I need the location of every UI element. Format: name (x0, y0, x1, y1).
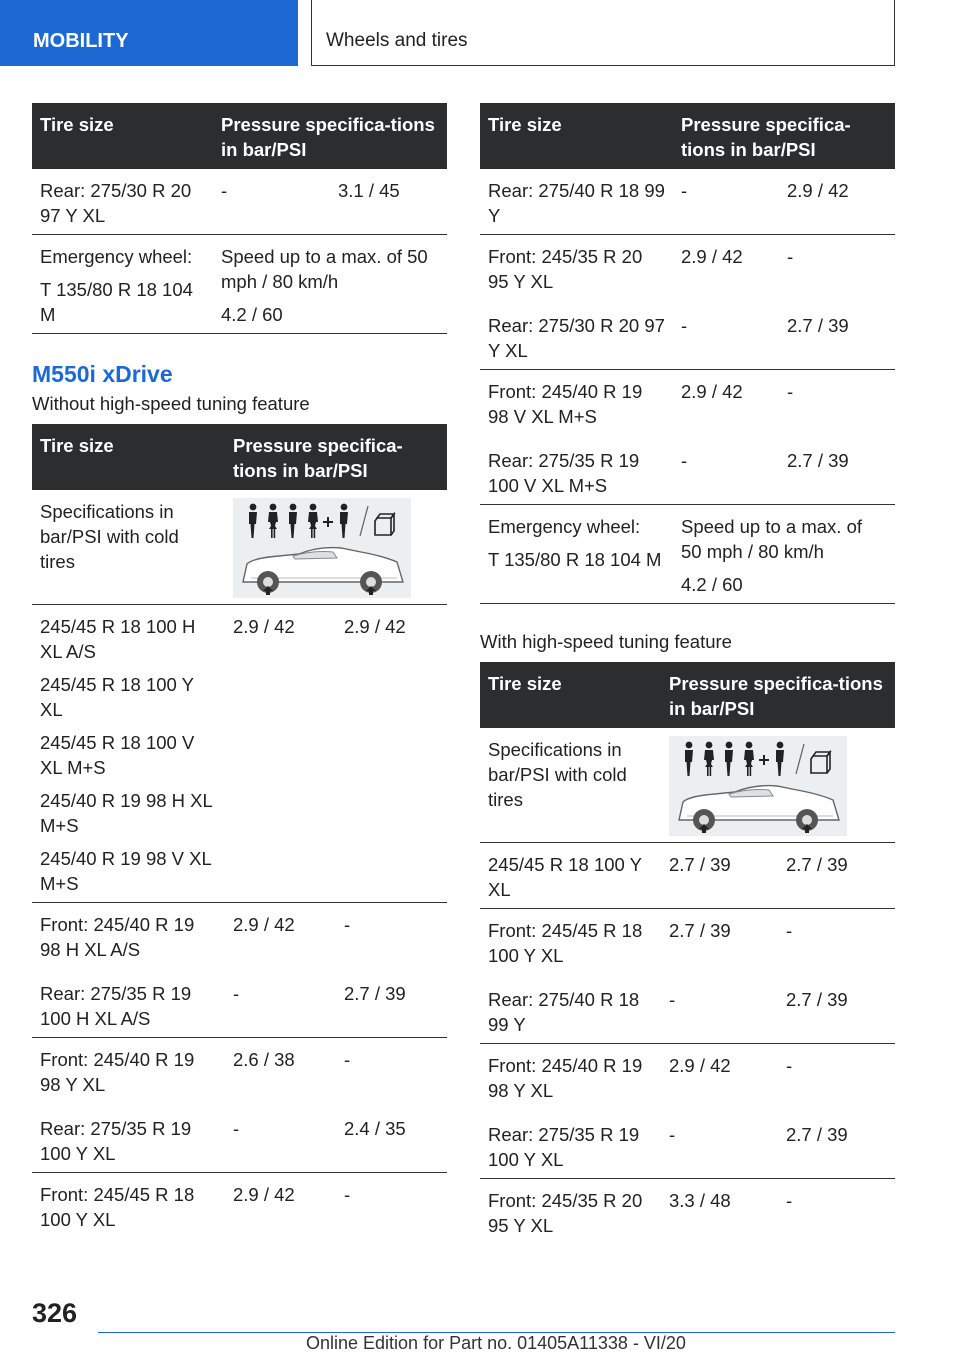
page-number: 326 (32, 1298, 78, 1328)
pressure-b: 2.9 / 42 (779, 169, 895, 235)
pressure-b: - (344, 1184, 351, 1205)
tire-size-cell: Rear: 275/35 R 19 100 Y XL (480, 1107, 661, 1179)
pressure-a: 2.9 / 42 (233, 1184, 295, 1205)
pressure-b: 3.1 / 45 (330, 169, 447, 235)
tire-size-cell: Front: 245/40 R 19 98 H XL A/S (40, 914, 195, 960)
table-header (480, 103, 895, 169)
table-row (480, 169, 895, 235)
tire-size: 245/40 R 19 98 V XL M+S (40, 848, 212, 894)
table-row (32, 966, 447, 1038)
emergency-size-cell (480, 505, 673, 604)
table-row (480, 909, 895, 973)
table-row (480, 1179, 895, 1245)
tire-size-cell: Rear: 275/30 R 20 97 Y XL (32, 169, 213, 235)
table-row (32, 1101, 447, 1173)
table-row-emergency (32, 235, 447, 334)
emergency-size: T 135/80 R 18 104 M (488, 549, 662, 570)
spec-text: Specifications in bar/PSI with cold tires (32, 490, 225, 605)
pressure-b: - (344, 914, 351, 935)
pressure-a: - (213, 169, 330, 235)
emergency-size-cell (32, 235, 213, 334)
table-header (32, 103, 447, 169)
pressure-a: - (225, 1101, 336, 1173)
tire-size-cell: Front: 245/40 R 19 98 Y XL (488, 1055, 643, 1101)
pressure-a: 3.3 / 48 (669, 1190, 731, 1211)
tire-size-cell: Front: 245/35 R 20 95 Y XL (488, 246, 643, 292)
tire-table-2 (32, 424, 447, 1238)
emergency-label: Emergency wheel: (40, 246, 193, 267)
emergency-note: Speed up to a max. of 50 mph / 80 km/h (221, 246, 428, 292)
person-icon (249, 504, 257, 538)
table-row (32, 1038, 447, 1102)
pressure-b: 2.7 / 39 (778, 843, 895, 909)
table-row (32, 169, 447, 235)
pressure-b: - (344, 1049, 351, 1070)
pressure-b: 2.7 / 39 (778, 972, 895, 1044)
tire-table-4 (480, 662, 895, 1244)
table-row-emergency (480, 505, 895, 604)
th-tire-size: Tire size (480, 103, 673, 169)
table-row (32, 903, 447, 967)
emergency-pressure: 4.2 / 60 (681, 574, 743, 595)
table-row (32, 605, 447, 903)
section-tab: MOBILITY (0, 0, 298, 66)
pressure-b: - (787, 246, 794, 267)
pressure-b: 2.7 / 39 (778, 1107, 895, 1179)
tire-size-cell: Front: 245/40 R 19 98 V XL M+S (488, 381, 643, 427)
pressure-a: 2.6 / 38 (233, 1049, 295, 1070)
right-column (480, 103, 895, 1244)
emergency-pressure: 4.2 / 60 (221, 304, 283, 325)
load-pictogram (669, 736, 847, 836)
page-header (0, 0, 960, 66)
section-title: M550i xDrive (32, 361, 173, 387)
table-header (32, 424, 447, 490)
pressure-a: 2.9 / 42 (669, 1055, 731, 1076)
tire-size: 245/45 R 18 100 H XL A/S (40, 616, 196, 662)
tire-size: 245/40 R 19 98 H XL M+S (40, 790, 213, 836)
pressure-a: - (673, 298, 779, 370)
chapter-title: Wheels and tires (311, 0, 895, 66)
spec-text: Specifications in bar/PSI with cold tires (480, 728, 661, 843)
pressure-b: 2.7 / 39 (779, 433, 895, 505)
tire-size-cell: Rear: 275/35 R 19 100 Y XL (32, 1101, 225, 1173)
pressure-a: 2.9 / 42 (681, 381, 743, 402)
emergency-size: T 135/80 R 18 104 M (40, 279, 193, 325)
pressure-b: 2.7 / 39 (779, 298, 895, 370)
tire-size-cell: Rear: 275/35 R 19 100 V XL M+S (480, 433, 673, 505)
th-pressure: Pressure specifica-tions in bar/PSI (213, 103, 447, 169)
pressure-b: 2.4 / 35 (336, 1101, 447, 1173)
vehicle-load-icon (669, 736, 847, 836)
table-row-spec (480, 728, 895, 843)
edition-footer (306, 1333, 686, 1354)
section-subtitle: Without high-speed tuning feature (32, 393, 310, 414)
tire-size: 245/45 R 18 100 V XL M+S (40, 732, 195, 778)
pressure-b: - (786, 1055, 793, 1076)
section-subtitle: With high-speed tuning feature (480, 631, 732, 652)
th-pressure: Pressure specifica-tions in bar/PSI (661, 662, 895, 728)
load-pictogram (233, 498, 411, 598)
left-column (32, 103, 447, 1238)
th-tire-size: Tire size (32, 424, 225, 490)
load-pictogram-cell (225, 490, 447, 605)
table-row (480, 235, 895, 299)
table-row-spec (32, 490, 447, 605)
emergency-note: Speed up to a max. of 50 mph / 80 km/h (681, 516, 863, 562)
table-row (480, 298, 895, 370)
pressure-a: 2.9 / 42 (681, 246, 743, 267)
tire-size-cell: Rear: 275/30 R 20 97 Y XL (480, 298, 673, 370)
tire-size-cell: Front: 245/40 R 19 98 Y XL (40, 1049, 195, 1095)
th-pressure: Pressure specifica-tions in bar/PSI (673, 103, 895, 169)
table-header (480, 662, 895, 728)
tire-size-cell: 245/45 R 18 100 Y XL (480, 843, 661, 909)
pressure-a: 2.9 / 42 (225, 605, 336, 903)
pressure-a: 2.7 / 39 (661, 843, 778, 909)
pressure-b: - (787, 381, 794, 402)
tire-size-list (32, 605, 225, 903)
table-row (480, 843, 895, 909)
tire-size-cell: Front: 245/45 R 18 100 Y XL (488, 920, 643, 966)
vehicle-load-icon (233, 498, 411, 598)
edition-text: Online Edition for Part no. 01405A11338 - VI/20 (306, 1333, 686, 1353)
load-pictogram-cell (661, 728, 895, 843)
pressure-b: - (786, 920, 793, 941)
th-tire-size: Tire size (32, 103, 213, 169)
table-row (32, 1173, 447, 1239)
table-row (480, 370, 895, 434)
table-row (480, 1044, 895, 1108)
tire-size-cell: Rear: 275/40 R 18 99 Y (480, 972, 661, 1044)
emergency-pressure-cell (213, 235, 447, 334)
tire-size-cell: Rear: 275/35 R 19 100 H XL A/S (32, 966, 225, 1038)
tire-table-3 (480, 103, 895, 604)
tire-size-cell: Front: 245/45 R 18 100 Y XL (40, 1184, 195, 1230)
emergency-label: Emergency wheel: (488, 516, 641, 537)
pressure-a: - (661, 972, 778, 1044)
th-pressure: Pressure specifica-tions in bar/PSI (225, 424, 447, 490)
tire-size-cell: Front: 245/35 R 20 95 Y XL (488, 1190, 643, 1236)
pressure-a: 2.7 / 39 (669, 920, 731, 941)
pressure-b: - (786, 1190, 793, 1211)
tire-size-cell: Rear: 275/40 R 18 99 Y (480, 169, 673, 235)
pressure-a: - (661, 1107, 778, 1179)
tire-size: 245/45 R 18 100 Y XL (40, 674, 194, 720)
th-tire-size: Tire size (480, 662, 661, 728)
pressure-b: 2.9 / 42 (336, 605, 447, 903)
table-row (480, 1107, 895, 1179)
table-row (480, 433, 895, 505)
tire-table-1 (32, 103, 447, 334)
pressure-b: 2.7 / 39 (336, 966, 447, 1038)
pressure-a: - (673, 433, 779, 505)
table-row (480, 972, 895, 1044)
pressure-a: - (225, 966, 336, 1038)
pressure-a: 2.9 / 42 (233, 914, 295, 935)
pressure-a: - (673, 169, 779, 235)
emergency-pressure-cell (673, 505, 895, 604)
